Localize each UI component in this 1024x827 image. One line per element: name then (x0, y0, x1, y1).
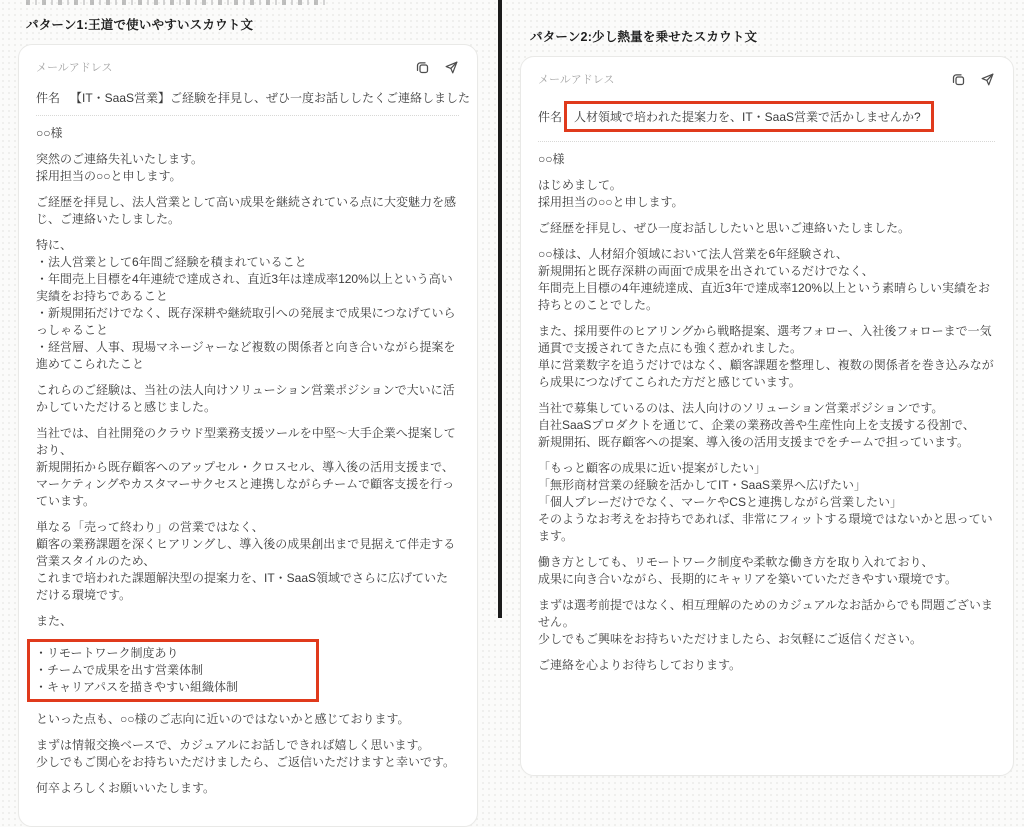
text-line: 少しでもご関心をお持ちいただけましたら、ご返信いただけますと幸いです。 (36, 755, 456, 769)
text-line: 成果に向き合いながら、長期的にキャリアを築いていただきやすい環境です。 (538, 572, 958, 586)
subject-prefix: 件名 (538, 110, 563, 124)
text-line: これらのご経験は、当社の法人向けソリューション営業ポジションで大いに活かしていただけると感じました。 (36, 383, 455, 414)
text-line: 年間売上目標の4年連続達成、直近3年で達成率120%以上という素晴らしい実績をお持ちとのことでした。 (538, 281, 991, 312)
text-line: 少しでもご興味をお持ちいただけましたら、お気軽にご返信ください。 (538, 632, 923, 646)
text-line: これまで培われた課題解決型の提案力を、IT・SaaS領域でさらに広げていただける環境です。 (36, 571, 449, 602)
text-line: ・経営層、人事、現場マネージャーなど複数の関係者と向き合いながら提案を進めてこられたこと (36, 340, 456, 371)
message-paragraph (36, 425, 459, 510)
text-line: ・リモートワーク制度あり (35, 646, 179, 660)
text-line: 「もっと顧客の成果に近い提案がしたい」 (538, 461, 767, 475)
message-paragraph (538, 177, 995, 211)
subject-line (538, 101, 995, 142)
text-line: マーケティングやカスタマーサクセスと連携しながらチームで顧客支援を行っています。 (36, 477, 455, 508)
text-line: ・新規開拓だけでなく、既存深耕や継続取引への発展まで成果につなげていらっしゃること (36, 306, 456, 337)
text-line: 「無形商材営業の経験を活かしてIT・SaaS業界へ広げたい」 (538, 478, 867, 492)
email-field-label: メールアドレス (538, 74, 615, 86)
text-line: まずは情報交換ベースで、カジュアルにお話しできれば嬉しく思います。 (36, 738, 430, 752)
message-paragraph (36, 382, 459, 416)
pattern1-title: パターン1:王道で使いやすいスカウト文 (26, 18, 254, 32)
highlighted-block (27, 639, 319, 702)
text-line: 何卒よろしくお願いいたします。 (36, 781, 216, 795)
copy-icon[interactable] (414, 59, 430, 75)
text-line: といった点も、○○様のご志向に近いのではないかと感じております。 (36, 712, 410, 726)
text-line: はじめまして。 (538, 178, 622, 192)
message-paragraph (36, 194, 459, 228)
subject-prefix: 件名 (36, 91, 61, 105)
send-icon[interactable] (979, 71, 995, 87)
message-paragraph (538, 246, 995, 314)
send-icon[interactable] (443, 59, 459, 75)
message-paragraph (538, 220, 995, 237)
text-line: ・法人営業として6年間ご経験を積まれていること (36, 255, 307, 269)
text-line: そのようなお考えをお持ちであれば、非常にフィットする環境ではないかと思っています。 (538, 512, 993, 543)
subject-text: 【IT・SaaS営業】ご経験を拝見し、ぜひ一度お話ししたくご連絡しました (70, 91, 471, 105)
text-line: また、採用要件のヒアリングから戦略提案、選考フォロー、入社後フォローまで一気通貫で支援されてきた点にも強く惹かれました。 (538, 324, 992, 355)
message-paragraph (36, 737, 459, 771)
highlighted-subject-text: 人材領域で培われた提案力を、IT・SaaS営業で活かしませんか? (564, 101, 934, 132)
text-line: ・年間売上目標を4年連続で達成され、直近3年は達成率120%以上という高い実績をお持ちであること (36, 272, 453, 303)
message-paragraph (36, 519, 459, 604)
text-line: 顧客の業務課題を深くヒアリングし、導入後の成果創出まで見据えて伴走する営業スタイルのため、 (36, 537, 456, 568)
pattern1-panel (0, 0, 498, 795)
message-paragraph (538, 460, 995, 545)
text-line: ○○様 (538, 152, 565, 166)
email-field-label: メールアドレス (36, 62, 113, 74)
text-line: ご経歴を拝見し、ぜひ一度お話ししたいと思いご連絡いたしました。 (538, 221, 911, 235)
message-paragraph (36, 613, 459, 630)
message-paragraph (538, 323, 995, 391)
text-line: 自社SaaSプロダクトを通じて、企業の業務改善や生産性向上を支援する役割で、 (538, 418, 975, 432)
scout-message-card-2 (520, 56, 1014, 776)
text-line: 働き方としても、リモートワーク制度や柔軟な働き方を取り入れており、 (538, 555, 934, 569)
text-line: 特に、 (36, 238, 73, 252)
message-paragraph (36, 780, 459, 797)
text-line: 当社で募集しているのは、法人向けのソリューション営業ポジションです。 (538, 401, 944, 415)
text-line: 新規開拓から既存顧客へのアップセル・クロスセル、導入後の活用支援まで、 (36, 460, 454, 474)
text-line: また、 (36, 614, 73, 628)
card-actions (950, 71, 995, 87)
copy-icon[interactable] (950, 71, 966, 87)
message-body (538, 151, 995, 674)
card-actions (414, 59, 459, 75)
text-line: 単に営業数字を追うだけではなく、顧客課題を整理し、複数の関係者を巻き込みながら成果につなげてこられた方だと感じています。 (538, 358, 994, 389)
message-paragraph (36, 237, 459, 373)
text-line: 単なる「売って終わり」の営業ではなく、 (36, 520, 264, 534)
text-line: 突然のご連絡失礼いたします。 (36, 152, 204, 166)
message-paragraph (36, 125, 459, 142)
subject-line (36, 89, 471, 116)
text-line: ご経歴を拝見し、法人営業として高い成果を継続されている点に大変魅力を感じ、ご連絡いたしました。 (36, 195, 457, 226)
text-line: まずは選考前提ではなく、相互理解のためのカジュアルなお話からでも問題ございません。 (538, 598, 993, 629)
text-line: ・チームで成果を出す営業体制 (35, 663, 204, 677)
text-line: 「個人プレーだけでなく、マーケやCSと連携しながら営業したい」 (538, 495, 902, 509)
text-line: 当社では、自社開発のクラウド型業務支援ツールを中堅〜大手企業へ提案しており、 (36, 426, 456, 457)
text-line: ・キャリアパスを描きやすい組織体制 (35, 680, 239, 694)
text-line: 新規開拓と既存深耕の両面で成果を出されているだけでなく、 (538, 264, 874, 278)
message-paragraph (538, 151, 995, 168)
text-line: 採用担当の○○と申します。 (36, 169, 182, 183)
scout-message-card-1 (18, 44, 478, 827)
text-line: ○○様 (36, 126, 63, 140)
text-line: 新規開拓、既存顧客への提案、導入後の活用支援までをチームで担っています。 (538, 435, 970, 449)
text-line: ○○様は、人材紹介領域において法人営業を6年経験され、 (538, 247, 848, 261)
message-paragraph (36, 711, 459, 728)
pattern2-panel (502, 0, 1024, 672)
message-paragraph (538, 657, 995, 674)
message-paragraph (36, 151, 459, 185)
message-paragraph (538, 400, 995, 451)
message-paragraph (538, 554, 995, 588)
message-body (36, 125, 459, 797)
text-line: 採用担当の○○と申します。 (538, 195, 684, 209)
text-line: ご連絡を心よりお待ちしております。 (538, 658, 742, 672)
pattern2-title: パターン2:少し熱量を乗せたスカウト文 (530, 30, 758, 44)
message-paragraph (538, 597, 995, 648)
